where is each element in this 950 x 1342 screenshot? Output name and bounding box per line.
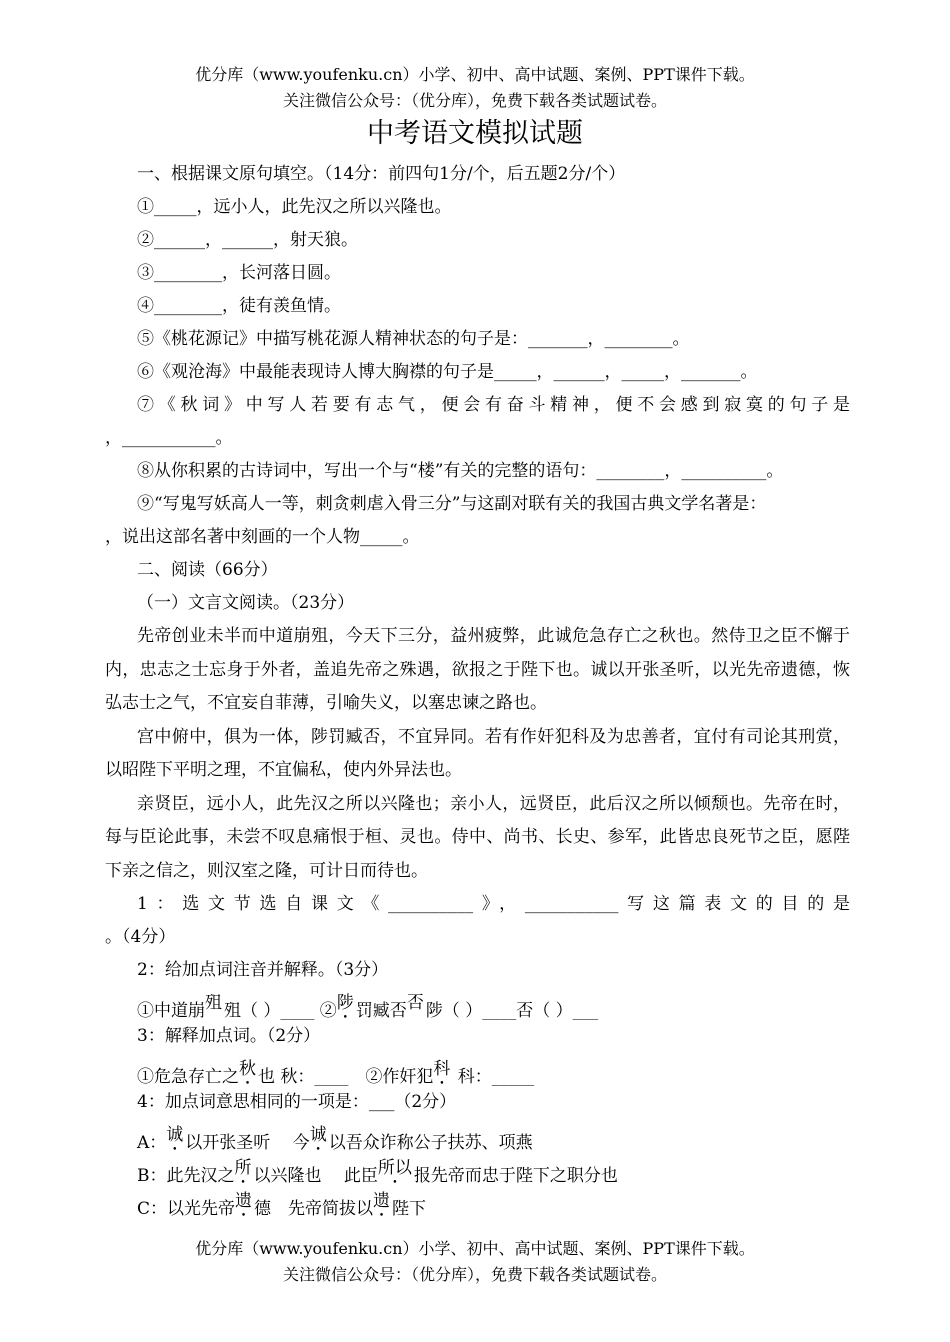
q3-dotted-word-1: 也 xyxy=(258,1067,275,1086)
option-a-prefix: A： xyxy=(137,1133,167,1152)
option-b-raised-2: 所以 xyxy=(377,1158,412,1178)
option-a-raised-1: 诚 xyxy=(166,1125,184,1145)
q2-dotted-word-3: 否 xyxy=(389,1001,407,1020)
reading-q4-heading: 4：加点词意思相同的一项是：___（2分） xyxy=(137,1092,457,1112)
fill-q8: ⑧从你积累的古诗词中，写出一个与“楼”有关的完整的语句：________，__________。 xyxy=(137,461,784,481)
page-header xyxy=(0,62,950,114)
page-title: 中考语文模拟试题 xyxy=(367,118,583,149)
fill-q7-line2: ，___________。 xyxy=(105,428,233,448)
option-b-raised-1: 所 xyxy=(234,1158,252,1178)
option-c-raised-2: 遗 xyxy=(373,1191,391,1211)
fill-q1: ①_____，远小人，此先汉之所以兴隆也。 xyxy=(137,197,452,217)
option-a-raised-2: 诚 xyxy=(309,1125,327,1145)
fill-q7-line1: ⑦《秋词》中写人若要有志气，便会有奋斗精神，便不会感到寂寞的句子是 xyxy=(137,395,850,415)
reading-q2-items xyxy=(105,987,850,1020)
option-a-suffix: 吾众诈称公子扶苏、项燕 xyxy=(345,1133,533,1152)
fill-q5: ⑤《桃花源记》中描写桃花源人精神状态的句子是：_______，________。 xyxy=(137,329,690,349)
passage-paragraph-1: 先帝创业未半而中道崩殂，今天下三分，益州疲弊，此诚危急存亡之秋也。然侍卫之臣不懈于内，忠志之士忘身于外者，盖追先帝之殊遇，欲报之于陛下也。诚以开张圣听，以光先帝遗德，恢弘志士之气，不宜妄自菲薄，引喻失义，以塞忠谏之路也。 xyxy=(105,626,850,713)
reading-q1-line1: 1：选文节选自课文《__________》，___________写这篇表文的目的是 xyxy=(137,894,850,914)
passage-paragraph-3: 亲贤臣，远小人，此先汉之所以兴隆也；亲小人，远贤臣，此后汉之所以倾颓也。先帝在时，每与臣论此事，未尝不叹息痛恨于桓、灵也。侍中、尚书、长史、参军，此皆忠良死节之臣，愿陛下亲之信之，则汉室之隆，可计日而待也。 xyxy=(105,793,850,881)
fill-q2: ②______，______，射天狼。 xyxy=(137,230,358,250)
q2-text-1: ①中道 xyxy=(137,1001,188,1020)
q3-text-3: 科：_____ xyxy=(452,1067,535,1086)
q2-raised-char-2: 陟 xyxy=(336,993,354,1013)
q2-text-3: 陟（ ）____否（ ）___ xyxy=(425,1001,599,1020)
option-b-middle: 兴隆也 此臣 xyxy=(270,1166,378,1185)
option-c xyxy=(105,1185,850,1218)
option-a-middle: 开张圣听 今 xyxy=(202,1133,310,1152)
q2-text-2: 殂（ ）____ ② xyxy=(224,1001,337,1020)
passage-paragraph-2: 宫中俯中，俱为一体，陟罚臧否，不宜异同。若有作奸犯科及为忠善者，宜付有司论其刑赏，以昭陛下平明之理，不宜偏私，使内外异法也。 xyxy=(105,726,850,780)
option-c-prefix: C：以光先帝 xyxy=(137,1199,236,1218)
q2-raised-char-1: 殂 xyxy=(205,993,222,1013)
classical-reading-heading: （一）文言文阅读。（23分） xyxy=(137,593,355,613)
page-footer xyxy=(0,1236,950,1288)
reading-q3-items xyxy=(105,1053,850,1086)
section2-heading: 二、阅读（66分） xyxy=(137,560,278,580)
header-line-1: 优分库（www.youfenku.cn）小学、初中、高中试题、案例、PPT课件下载。 xyxy=(195,65,755,84)
q2-dotted-word-2: 罚臧 xyxy=(355,1001,390,1020)
option-a xyxy=(105,1119,850,1152)
fill-q9-line2: ，说出这部名著中刻画的一个人物_____。 xyxy=(105,527,420,547)
fill-q6: ⑥《观沧海》中最能表现诗人博大胸襟的句子是_____，______，_____，_______。 xyxy=(137,362,758,382)
option-b xyxy=(105,1152,850,1185)
option-c-word-1: 德 xyxy=(254,1199,272,1218)
q2-dotted-word-1: 崩 xyxy=(188,1001,205,1020)
q3-text-1: ①危急存亡之 xyxy=(137,1067,239,1086)
option-c-raised-1: 遗 xyxy=(235,1191,253,1211)
fill-q3: ③________，长河落日圆。 xyxy=(137,263,341,283)
q3-raised-char-2: 科 xyxy=(433,1059,451,1079)
option-a-word-1: 以 xyxy=(185,1133,203,1152)
reading-q3-heading: 3：解释加点词。（2分） xyxy=(137,1026,321,1046)
option-a-word-2: 以 xyxy=(328,1133,346,1152)
option-c-middle: 先帝简拔以 xyxy=(271,1199,374,1218)
reading-q2-heading: 2：给加点词注音并解释。（3分） xyxy=(137,960,389,980)
q2-raised-char-3: 否 xyxy=(406,993,424,1013)
footer-line-2: 关注微信公众号：（优分库），免费下载各类试题试卷。 xyxy=(282,1265,667,1284)
header-line-2: 关注微信公众号：（优分库），免费下载各类试题试卷。 xyxy=(282,91,667,110)
option-c-suffix: 陛下 xyxy=(392,1199,427,1218)
section1-heading: 一、根据课文原句填空。（14分：前四句1分/个，后五题2分/个） xyxy=(137,164,626,184)
fill-q9-line1: ⑨“写鬼写妖高人一等，刺贪刺虐入骨三分”与这副对联有关的我国古典文学名著是： xyxy=(137,494,767,514)
option-b-word-1: 以 xyxy=(253,1166,271,1185)
fill-q4: ④________，徒有羡鱼情。 xyxy=(137,296,341,316)
option-b-prefix: B：此先汉之 xyxy=(137,1166,235,1185)
reading-q1-line2: 。（4分） xyxy=(105,927,176,947)
exam-body xyxy=(105,158,850,1218)
q3-raised-char-1: 秋 xyxy=(239,1059,256,1079)
footer-line-1: 优分库（www.youfenku.cn）小学、初中、高中试题、案例、PPT课件下载。 xyxy=(195,1239,755,1258)
q3-text-2: 秋：____ ②作奸犯 xyxy=(275,1067,434,1086)
option-b-suffix: 报先帝而忠于陛下之职分也 xyxy=(413,1166,618,1185)
